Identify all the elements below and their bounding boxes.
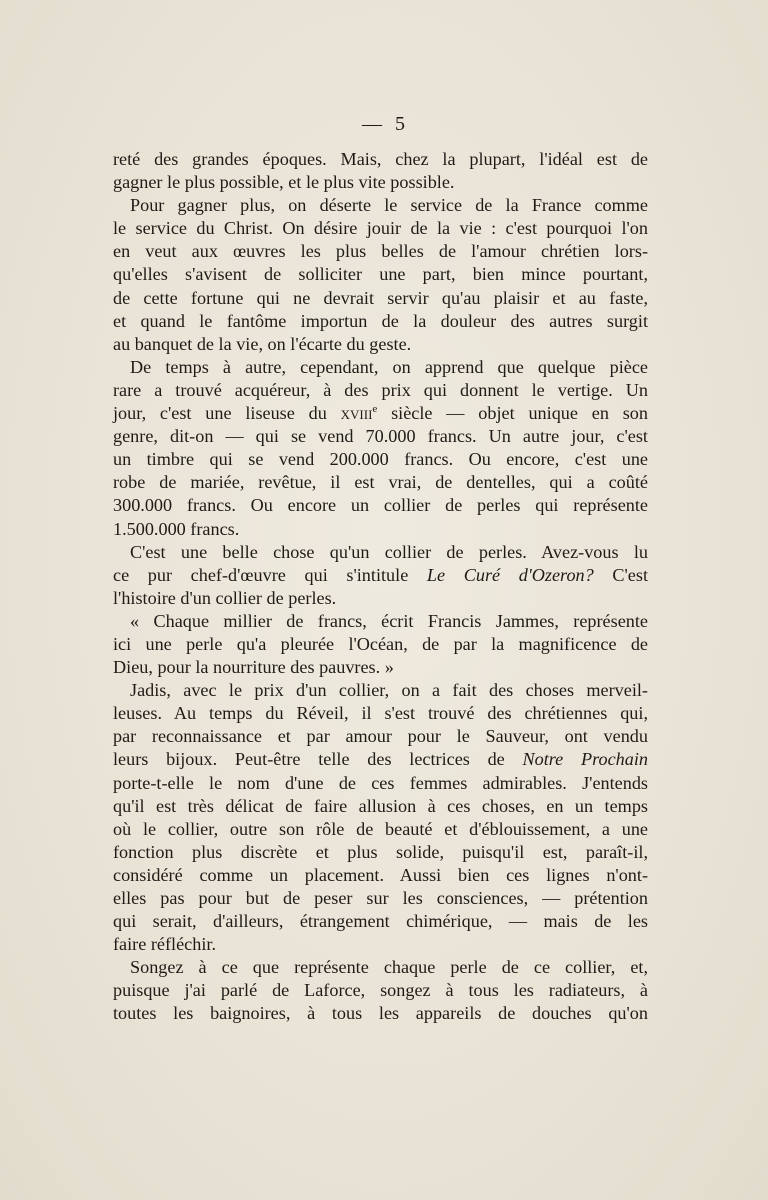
- text-line: Jadis, avec le prix d'un collier, on a fait des choses merveil-: [130, 680, 648, 701]
- text-line: 300.000 francs. Ou encore un collier de perles qui représente: [113, 495, 648, 516]
- text-line: elles pas pour but de peser sur les consciences, — prétention: [113, 888, 648, 908]
- text-line: par reconnaissance et par amour pour le Sauveur, ont vendu: [113, 726, 648, 747]
- text-line: [113, 402, 648, 425]
- century-numeral: xviii: [340, 403, 373, 424]
- text-segment: jour, c'est une liseuse du: [113, 403, 341, 424]
- text-line: qu'il est très délicat de faire allusion à ces choses, en un temps: [113, 795, 648, 816]
- text-segment: leurs bijoux. Peut-être telle des lectrices de: [113, 749, 523, 770]
- text-line: en veut aux œuvres les plus belles de l'amour chrétien lors-: [113, 241, 648, 262]
- text-line: De temps à autre, cependant, on apprend que quelque pièce: [130, 356, 648, 377]
- text-line: toutes les baignoires, à tous les appareils de douches qu'on: [113, 1003, 648, 1024]
- text-line: 1.500.000 francs.: [113, 518, 240, 539]
- text-line: « Chaque millier de francs, écrit Francis Jammes, représente: [130, 610, 648, 631]
- text-line: robe de mariée, revêtue, il est vrai, de dentelles, qui a coûté: [113, 472, 648, 493]
- text-line: gagner le plus possible, et le plus vite possible.: [113, 172, 455, 193]
- text-line: rare a trouvé acquéreur, à des prix qui donnent le vertige. Un: [113, 379, 648, 400]
- text-line: l'histoire d'un collier de perles.: [113, 587, 337, 608]
- text-line: fonction plus discrète et plus solide, puisqu'il est, paraît-il,: [113, 841, 648, 862]
- text-line: au banquet de la vie, on l'écarte du geste.: [113, 333, 412, 354]
- text-line: et quand le fantôme importun de la douleur des autres surgit: [113, 310, 648, 331]
- book-title: Le Curé d'Ozeron?: [426, 564, 594, 585]
- text-line: reté des grandes époques. Mais, chez la plupart, l'idéal est de: [113, 149, 648, 169]
- superscript: e: [372, 402, 378, 415]
- text-line: genre, dit-on — qui se vend 70.000 francs. Un autre jour, c'est: [113, 426, 648, 447]
- text-line: [113, 748, 648, 771]
- page-number: — 5: [362, 113, 406, 135]
- journal-title: Notre Prochain: [522, 749, 649, 770]
- text-line: ici une perle qu'a pleurée l'Océan, de par la magnificence de: [113, 633, 648, 654]
- text-line: un timbre qui se vend 200.000 francs. Ou encore, c'est une: [113, 449, 648, 470]
- text-segment: siècle — objet unique en son: [377, 403, 648, 424]
- text-line: [113, 564, 648, 587]
- text-line: où le collier, outre son rôle de beauté et d'éblouissement, a une: [113, 818, 648, 839]
- text-line: Dieu, pour la nourriture des pauvres. »: [113, 657, 394, 678]
- text-line: porte-t-elle le nom d'une de ces femmes admirables. J'entends: [113, 772, 648, 793]
- text-line: considéré comme un placement. Aussi bien ces lignes n'ont-: [113, 864, 648, 885]
- text-line: C'est une belle chose qu'un collier de perles. Avez-vous lu: [130, 541, 648, 562]
- text-line: leuses. Au temps du Réveil, il s'est trouvé des chrétiennes qui,: [113, 703, 648, 724]
- text-line: Pour gagner plus, on déserte le service de la France comme: [130, 195, 648, 216]
- text-segment: C'est: [593, 564, 648, 585]
- text-line: faire réfléchir.: [113, 934, 216, 955]
- text-line: puisque j'ai parlé de Laforce, songez à tous les radiateurs, à: [113, 980, 648, 1001]
- text-line: de cette fortune qui ne devrait servir qu'au plaisir et au faste,: [113, 287, 648, 308]
- text-line: Songez à ce que représente chaque perle de ce collier, et,: [130, 957, 648, 978]
- text-segment: ce pur chef-d'œuvre qui s'intitule: [113, 564, 427, 585]
- text-line: qui serait, d'ailleurs, étrangement chimérique, — mais de les: [113, 911, 648, 932]
- body-text: [113, 148, 648, 1026]
- text-line: qu'elles s'avisent de solliciter une part, bien mince pourtant,: [113, 264, 648, 285]
- text-line: le service du Christ. On désire jouir de la vie : c'est pourquoi l'on: [113, 218, 648, 239]
